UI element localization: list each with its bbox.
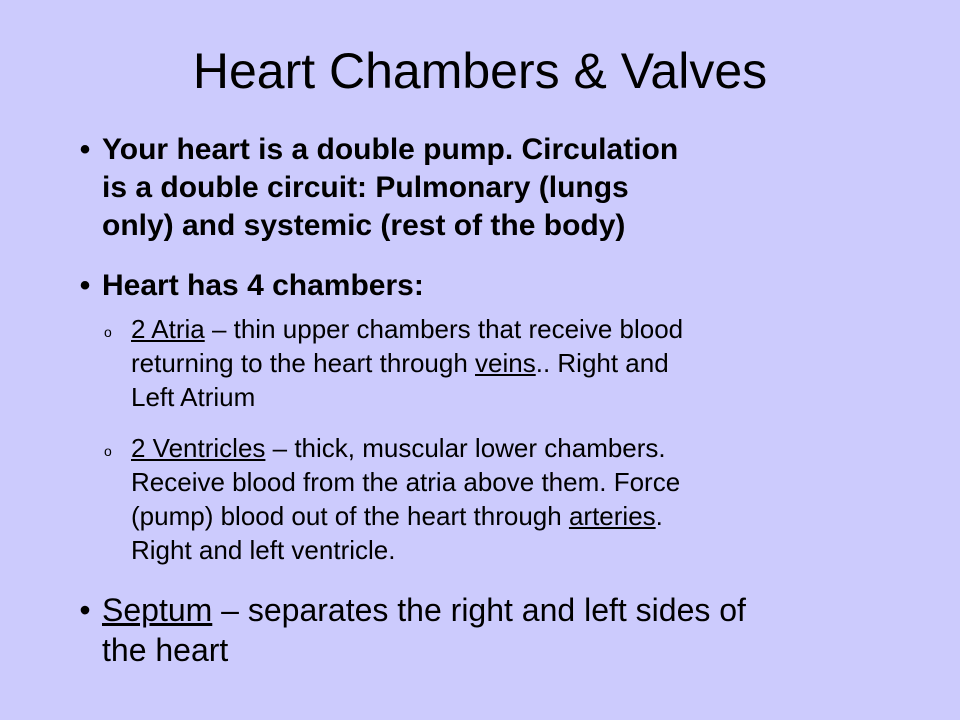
line-text: (pump) blood out of the heart through bbox=[131, 501, 569, 531]
bullet-septum bbox=[0, 590, 960, 680]
line-text: – thick, muscular lower chambers. bbox=[265, 433, 666, 463]
bullet-line bbox=[102, 590, 746, 630]
term-septum: Septum bbox=[102, 592, 213, 628]
bullet-dot-icon: • bbox=[79, 133, 91, 166]
bullet-text bbox=[102, 131, 678, 245]
bullet-text bbox=[102, 590, 746, 670]
sub-bullet-ventricles bbox=[0, 431, 960, 576]
sub-bullet-circle-icon: o bbox=[104, 443, 112, 459]
sub-bullet-line: Receive blood from the atria above them. Force bbox=[131, 467, 681, 497]
bullet-line: is a double circuit: Pulmonary (lungs bbox=[102, 171, 629, 204]
sub-bullet-text bbox=[131, 312, 683, 414]
line-text: – separates the right and left sides of bbox=[212, 592, 746, 628]
sub-bullet-text bbox=[131, 431, 680, 567]
sub-bullet-line bbox=[131, 312, 683, 346]
line-text: returning to the heart through bbox=[131, 348, 476, 378]
sub-bullet-line bbox=[131, 431, 680, 465]
bullet-line: only) and systemic (rest of the body) bbox=[102, 209, 626, 242]
sub-bullet-atria bbox=[0, 312, 960, 422]
line-text: .. Right and bbox=[535, 348, 669, 378]
term-atria: 2 Atria bbox=[131, 314, 205, 344]
term-arteries: arteries bbox=[568, 501, 656, 531]
sub-bullet-line bbox=[131, 346, 683, 380]
bullet-line: the heart bbox=[102, 632, 229, 668]
bullet-dot-icon: • bbox=[79, 592, 91, 628]
bullet-four-chambers bbox=[0, 267, 960, 307]
term-veins: veins bbox=[475, 348, 536, 378]
line-text: . bbox=[655, 501, 663, 531]
sub-bullet-line: Right and left ventricle. bbox=[131, 535, 396, 565]
bullet-text: Heart has 4 chambers: bbox=[102, 269, 424, 302]
bullet-dot-icon: • bbox=[79, 269, 91, 302]
bullet-line: Your heart is a double pump. Circulation bbox=[102, 133, 679, 166]
sub-bullet-circle-icon: o bbox=[104, 324, 112, 340]
line-text: – thin upper chambers that receive blood bbox=[204, 314, 684, 344]
term-ventricles: 2 Ventricles bbox=[131, 433, 266, 463]
bullet-double-pump bbox=[0, 131, 960, 251]
sub-bullet-line bbox=[131, 499, 680, 533]
slide-title: Heart Chambers & Valves bbox=[192, 43, 768, 99]
sub-bullet-line: Left Atrium bbox=[131, 382, 256, 412]
